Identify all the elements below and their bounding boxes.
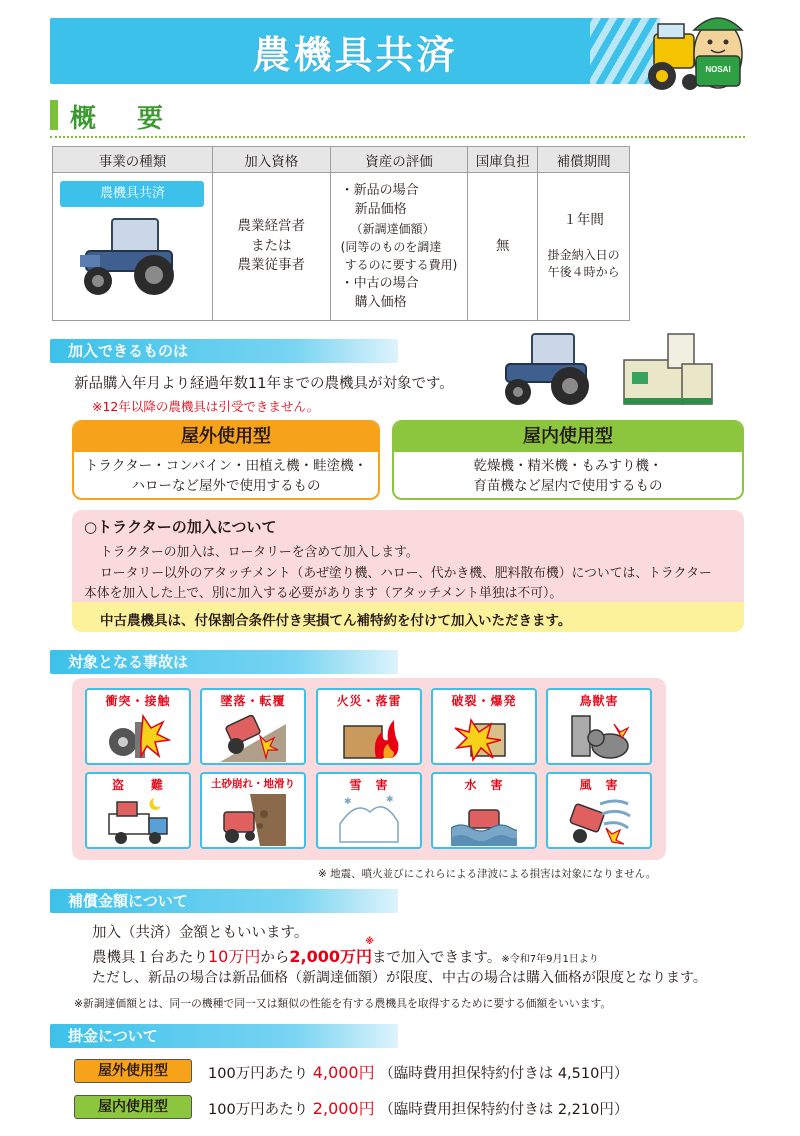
accident-label: 盗 難: [111, 778, 164, 792]
coverage-pre: 農機具１台あたり: [92, 950, 208, 966]
cell-valuation: [330, 173, 468, 321]
accident-label: 土砂崩れ・地滑り: [211, 778, 295, 790]
coverage-line-1: 加入（共済）金額ともいいます。: [92, 925, 309, 941]
landslide-icon: [220, 794, 286, 846]
tractor-join-line-1: トラクターの加入は、ロータリーを含めて加入します。: [100, 545, 419, 560]
outdoor-desc-line-2: ハローなど屋外で使用するもの: [131, 478, 321, 494]
indoor-type-desc: [394, 452, 742, 496]
eligibility-line-1: 農業経営者: [237, 218, 306, 235]
period-sub-2: 午後４時から: [547, 265, 620, 280]
coverage-line-3: ただし、新品の場合は新品価格（新調達価額）が限度、中古の場合は購入価格が限度となります。: [92, 970, 707, 986]
tractor-join-line-3: 本体を加入した上で、別に加入する必要があります（アタッチメント単独は不可）。: [84, 586, 563, 601]
col-subsidy: 国庫負担: [468, 147, 538, 173]
collision-icon: [105, 710, 171, 762]
coverage-from: から: [260, 950, 290, 966]
premium-row-indoor: [208, 1096, 628, 1119]
coverage-max: [289, 937, 374, 966]
col-valuation: 資産の評価: [330, 147, 468, 173]
accident-fire: [316, 688, 422, 765]
col-period: 補償期間: [538, 147, 630, 173]
accident-explosion: [431, 688, 537, 765]
premium-outdoor-amount: 4,000円: [312, 1063, 375, 1082]
title-banner: [50, 18, 660, 84]
cell-category: [53, 173, 213, 321]
overview-table: [52, 146, 630, 321]
valuation-line-1: ・新品の場合: [340, 182, 419, 198]
premium-indoor-note: （臨時費用担保特約付きは 2,210円）: [379, 1102, 629, 1118]
indoor-type-title: 屋内使用型: [394, 422, 742, 452]
cell-subsidy: 無: [468, 173, 538, 321]
cell-period: [538, 173, 630, 321]
indoor-desc-line-1: 乾燥機・精米機・もみすり機・: [473, 458, 663, 474]
fire-icon: [336, 710, 402, 762]
coverage-footnote: ※新調達価額とは、同一の機種で同一又は類似の性能を有する農機具を取得するために要する価額をいいます。: [74, 997, 612, 1010]
valuation-line-5: するのに要する費用): [344, 257, 458, 272]
premium-outdoor-pre: 100万円あたり: [208, 1066, 309, 1082]
valuation-line-4: (同等のものを調達: [340, 239, 442, 254]
accident-collision: [85, 688, 191, 765]
accident-label: 破裂・爆発: [451, 694, 517, 708]
premium-outdoor-note: （臨時費用担保特約付きは 4,510円）: [379, 1066, 629, 1082]
accident-label: 衝突・接触: [105, 694, 171, 708]
eligibility-line-2: または: [251, 237, 292, 254]
wind-icon: [566, 794, 632, 846]
period-main: １年間: [563, 212, 604, 229]
col-category: 事業の種類: [53, 147, 213, 173]
overview-title: 概 要: [70, 104, 180, 134]
wildlife-icon: [566, 710, 632, 762]
mascot-badge: NOSAI: [705, 65, 731, 74]
valuation-line-3: （新調達価額）: [350, 221, 435, 236]
accident-wind: [546, 772, 652, 849]
eligible-heading: 加入できるものは: [50, 339, 398, 363]
outdoor-type-title: 屋外使用型: [74, 422, 378, 452]
accident-wildlife: [546, 688, 652, 765]
accident-theft: [85, 772, 191, 849]
coverage-line-2: [92, 937, 599, 967]
premium-type-outdoor: 屋外使用型: [74, 1059, 192, 1083]
eligibility-line-3: 農業従事者: [237, 257, 306, 274]
coverage-max-value: 2,000万円: [289, 947, 372, 966]
mascot-illustration: [648, 4, 748, 100]
premium-type-indoor: 屋内使用型: [74, 1095, 192, 1119]
overview-header: [50, 98, 745, 138]
premium-indoor-amount: 2,000円: [312, 1099, 375, 1118]
indoor-type-box: [392, 420, 744, 500]
page-title: 農機具共済: [252, 32, 458, 77]
eligible-line: 新品購入年月より経過年数11年までの農機具が対象です。: [74, 376, 454, 392]
accident-label: 雪 害: [349, 778, 389, 792]
explosion-icon: [451, 710, 517, 762]
svg-text:✱: ✱: [344, 797, 352, 807]
coverage-heading: 補償金額について: [50, 889, 398, 913]
category-badge: 農機具共済: [60, 181, 204, 207]
accident-snow: [316, 772, 422, 849]
eligible-note: ※12年以降の農機具は引受できません。: [92, 399, 320, 414]
outdoor-type-desc: [74, 452, 378, 496]
overview-data-row: [53, 173, 630, 321]
tractor-illustration: [492, 330, 612, 410]
overview-accent-bar: [50, 100, 58, 130]
accident-label: 墜落・転覆: [220, 694, 286, 708]
premium-indoor-pre: 100万円あたり: [208, 1102, 309, 1118]
rollover-icon: [220, 710, 286, 762]
accident-label: 水 害: [464, 778, 504, 792]
premium-row-outdoor: [208, 1060, 628, 1083]
tractor-join-line-2: ロータリー以外のアタッチメント（あぜ塗り機、ハロー、代かき機、肥料散布機）については、トラクター: [100, 566, 712, 581]
indoor-desc-line-2: 育苗機など屋内で使用するもの: [473, 478, 663, 494]
outdoor-type-box: [72, 420, 380, 500]
cell-eligibility: [212, 173, 330, 321]
theft-truck-icon: [105, 794, 171, 846]
coverage-mark: ※: [365, 937, 374, 947]
accident-fall: [200, 688, 306, 765]
snow-icon: [336, 794, 402, 846]
coverage-date-note: ※令和7年9月1日より: [501, 954, 599, 965]
tractor-icon: [72, 211, 192, 299]
tractor-join-title: ○トラクターの加入について: [84, 518, 277, 536]
coverage-post: まで加入できます。: [372, 950, 502, 966]
valuation-line-6: ・中古の場合: [340, 275, 419, 291]
outdoor-desc-line-1: トラクター・コンバイン・田植え機・畦塗機・: [84, 458, 368, 474]
coverage-min: 10万円: [208, 947, 261, 966]
accident-landslide: [200, 772, 306, 849]
overview-header-row: [53, 147, 630, 173]
used-machine-note: 中古農機具は、付保割合条件付き実損てん補特約を付けて加入いただきます。: [100, 613, 572, 629]
accident-flood: [431, 772, 537, 849]
accident-label: 火災・落雷: [336, 694, 402, 708]
svg-text:✱: ✱: [386, 795, 394, 805]
flood-icon: [451, 794, 517, 846]
accident-label: 風 害: [579, 778, 619, 792]
accidents-note: ※ 地震、噴火並びにこれらによる津波による損害は対象になりません。: [318, 868, 657, 880]
col-eligibility: 加入資格: [212, 147, 330, 173]
period-sub-1: 掛金納入日の: [547, 247, 620, 262]
accidents-heading: 対象となる事故は: [50, 650, 398, 674]
premium-heading: 掛金について: [50, 1024, 398, 1048]
valuation-line-2: 新品価格: [354, 202, 407, 217]
dryer-machine-illustration: [618, 326, 718, 410]
valuation-line-7: 購入価格: [354, 295, 407, 310]
accident-label: 鳥獣害: [579, 694, 619, 708]
